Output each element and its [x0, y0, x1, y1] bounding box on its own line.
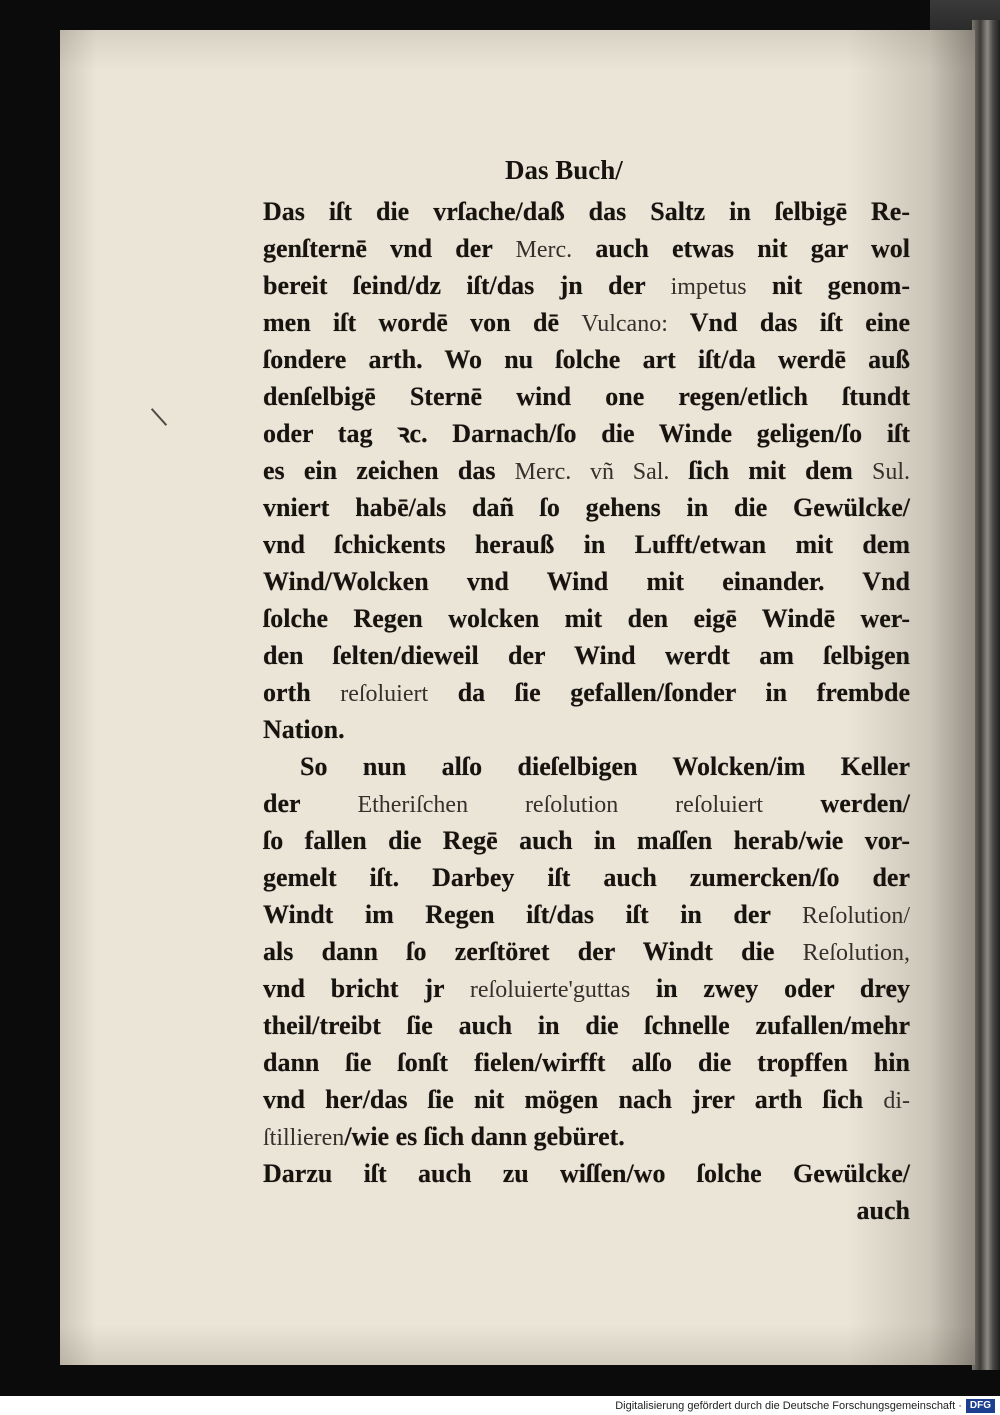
text-segment: /wie es ſich dann gebüret.: [344, 1122, 625, 1151]
text-line: [263, 711, 910, 748]
text-segment: der: [263, 789, 358, 818]
running-head: Das Buch/: [505, 155, 623, 185]
text-segment: bereit ſeind/dz iſt/das jn der: [263, 271, 671, 300]
text-segment: vnd her/das ſie nit mögen nach jrer arth ſich: [263, 1085, 884, 1114]
roman-segment: impetus: [670, 274, 747, 300]
roman-segment: reſoluiert: [340, 681, 429, 707]
text-line: [263, 193, 910, 230]
catchword: auch: [856, 1196, 910, 1225]
text-segment: Darzu iſt auch zu wiſſen/wo ſolche Gewülcke/: [263, 1159, 910, 1188]
text-segment: Nation.: [263, 715, 345, 744]
text-line: [263, 378, 910, 415]
roman-segment: Reſolution/: [802, 903, 910, 929]
text-segment: gemelt iſt. Darbey iſt auch zumercken/ſo der: [263, 863, 910, 892]
dfg-logo: DFG: [966, 1399, 995, 1413]
digitization-footer: [0, 1396, 1000, 1415]
text-segment: denſelbigē Sternē wind one regen/etlich ſtundt: [263, 382, 910, 411]
text-segment: auch etwas nit gar wol: [572, 234, 911, 263]
text-line: [263, 1081, 910, 1118]
text-line: [263, 748, 910, 785]
roman-segment: Reſolution,: [802, 940, 910, 966]
text-segment: Das iſt die vrſache/daß das Saltz in ſelbigē Re-: [263, 197, 910, 226]
text-segment: men iſt wordē von dē: [263, 308, 582, 337]
text-line: [263, 489, 910, 526]
text-segment: ſich mit dem: [669, 456, 872, 485]
text-line: [263, 526, 910, 563]
text-segment: als dann ſo zerſtöret der Windt die: [263, 937, 803, 966]
footer-credit: Digitalisierung gefördert durch die Deutsche Forschungsgemeinschaft ·: [615, 1399, 962, 1412]
text-segment: in zwey oder drey: [630, 974, 911, 1003]
text-segment: nit genom-: [746, 271, 910, 300]
text-line: [263, 415, 910, 452]
text-line: [263, 230, 910, 267]
text-segment: ſo fallen die Regē auch in maſſen herab/wie vor-: [263, 826, 910, 855]
text-segment: theil/treibt ſie auch in die ſchnelle zufallen/mehr: [263, 1011, 910, 1040]
text-line: [263, 637, 910, 674]
text-line: [263, 1007, 910, 1044]
text-segment: Vnd das iſt eine: [667, 308, 910, 337]
roman-segment: Merc.: [515, 237, 573, 263]
text-line: [263, 1155, 910, 1192]
text-line: [263, 933, 910, 970]
text-line: [263, 452, 910, 489]
text-line: [263, 341, 910, 378]
text-line: [263, 600, 910, 637]
text-line: [263, 563, 910, 600]
text-line: [263, 785, 910, 822]
text-segment: da ſie gefallen/ſonder in frembde: [428, 678, 910, 707]
text-segment: werden/: [763, 789, 911, 818]
text-line: [263, 970, 910, 1007]
text-segment: Windt im Regen iſt/das iſt in der: [263, 900, 802, 929]
text-segment: oder tag ꝛc. Darnach/ſo die Winde geligen/ſo iſt: [263, 419, 910, 448]
text-segment: So nun alſo dieſelbigen Wolcken/im Keller: [300, 752, 910, 781]
text-segment: den ſelten/dieweil der Wind werdt am ſelbigen: [263, 641, 910, 670]
text-line: [263, 822, 910, 859]
roman-segment: Etheriſchen reſolution reſoluiert: [357, 792, 764, 818]
text-segment: ſolche Regen wolcken mit den eigē Windē wer-: [263, 604, 910, 633]
text-segment: genſternē vnd der: [263, 234, 516, 263]
text-segment: vnd bricht jr: [263, 974, 470, 1003]
text-segment: vniert habē/als dañ ſo gehens in die Gewülcke/: [263, 493, 910, 522]
text-block: [263, 193, 910, 1229]
text-line: [263, 267, 910, 304]
roman-segment: reſoluierte'guttas: [469, 977, 631, 1003]
text-segment: ſondere arth. Wo nu ſolche art iſt/da werdē auß: [263, 345, 910, 374]
text-segment: es ein zeichen das: [263, 456, 515, 485]
text-segment: dann ſie ſonſt fielen/wirfft alſo die tropffen hin: [263, 1048, 910, 1077]
text-line: [263, 1044, 910, 1081]
text-line: [263, 896, 910, 933]
book-edge: [972, 20, 1000, 1370]
text-segment: vnd ſchickents herauß in Lufft/etwan mit dem: [263, 530, 910, 559]
text-segment: orth: [263, 678, 341, 707]
roman-segment: di-: [883, 1088, 910, 1114]
roman-segment: Sul.: [871, 459, 910, 485]
roman-segment: Vulcano:: [581, 311, 668, 337]
text-line: [263, 304, 910, 341]
roman-segment: ſtillieren: [263, 1125, 345, 1151]
roman-segment: Merc. vñ Sal.: [514, 459, 670, 485]
text-line: [263, 1118, 910, 1155]
text-line: [263, 674, 910, 711]
text-segment: Wind/Wolcken vnd Wind mit einander. Vnd: [263, 567, 910, 596]
text-line: [263, 859, 910, 896]
